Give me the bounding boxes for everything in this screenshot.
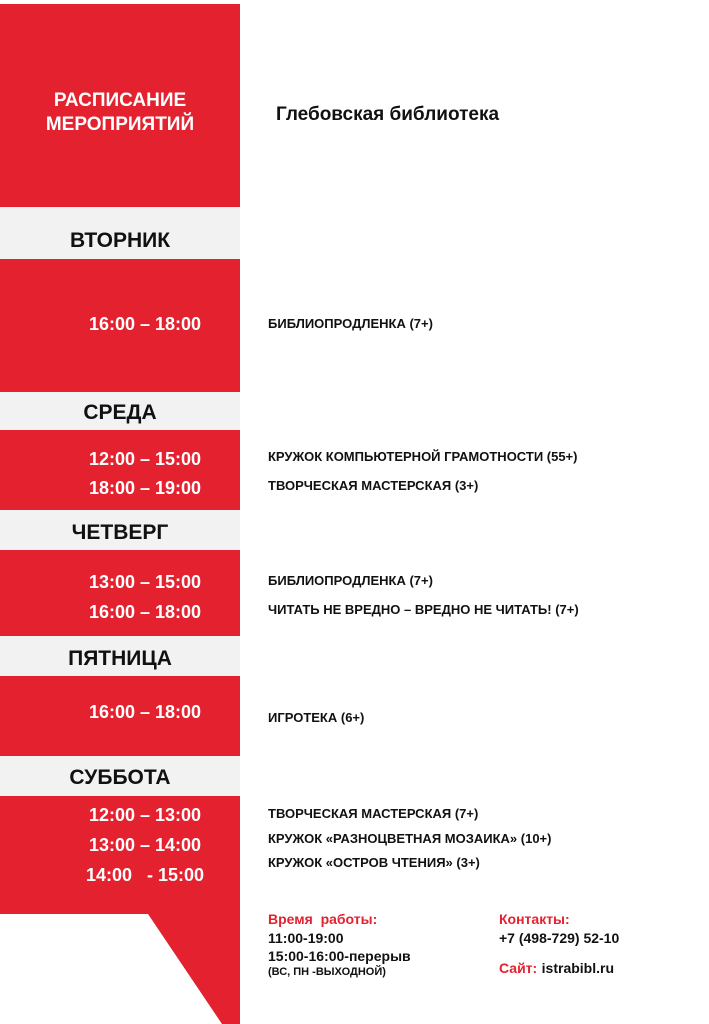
decorative-tail [0, 914, 240, 1024]
time-slot: 12:00 – 13:00 [88, 805, 202, 825]
contacts-label: Контакты: [499, 911, 570, 927]
day-tuesday: ВТОРНИК [69, 229, 171, 252]
schedule-title-line2: МЕРОПРИЯТИЙ [45, 114, 195, 135]
day-thursday: ЧЕТВЕРГ [71, 521, 169, 544]
event-item: ТВОРЧЕСКАЯ МАСТЕРСКАЯ (3+) [268, 478, 479, 493]
schedule-title-line1: РАСПИСАНИЕ [53, 90, 187, 111]
site-link[interactable]: istrabibl.ru [541, 960, 615, 976]
day-wednesday: СРЕДА [83, 401, 157, 424]
event-item: БИБЛИОПРОДЛЕНКА (7+) [268, 573, 433, 588]
time-slot: 16:00 – 18:00 [88, 602, 202, 622]
time-block-thursday [0, 550, 240, 636]
work-hours [268, 911, 411, 978]
day-saturday: СУББОТА [69, 766, 171, 789]
time-slot: 13:00 – 14:00 [88, 835, 202, 855]
contact-phone: +7 (498-729) 52-10 [499, 930, 620, 946]
work-hours-main: 11:00-19:00 [268, 930, 344, 946]
event-item: БИБЛИОПРОДЛЕНКА (7+) [268, 316, 433, 331]
event-item: КРУЖОК КОМПЬЮТЕРНОЙ ГРАМОТНОСТИ (55+) [268, 449, 578, 464]
event-item: КРУЖОК «РАЗНОЦВЕТНАЯ МОЗАИКА» (10+) [268, 831, 552, 846]
contacts [499, 911, 619, 978]
event-item: ЧИТАТЬ НЕ ВРЕДНО – ВРЕДНО НЕ ЧИТАТЬ! (7+) [268, 602, 579, 617]
time-slot: 14:00 - 15:00 [85, 865, 205, 885]
day-friday: ПЯТНИЦА [68, 647, 172, 670]
time-slot: 18:00 – 19:00 [88, 478, 202, 498]
work-hours-label: Время работы: [268, 911, 378, 927]
contact-site [499, 960, 619, 978]
time-slot: 13:00 – 15:00 [88, 572, 202, 592]
event-item: ИГРОТЕКА (6+) [268, 710, 365, 725]
time-slot: 12:00 – 15:00 [88, 449, 202, 469]
site-label: Сайт: [499, 960, 538, 976]
time-slot: 16:00 – 18:00 [88, 314, 202, 334]
work-hours-days-off: (ВС, ПН -ВЫХОДНОЙ) [268, 966, 386, 978]
work-hours-break: 15:00-16:00-перерыв [268, 948, 411, 964]
library-name: Глебовская библиотека [276, 104, 500, 125]
event-item: КРУЖОК «ОСТРОВ ЧТЕНИЯ» (3+) [268, 855, 480, 870]
event-item: ТВОРЧЕСКАЯ МАСТЕРСКАЯ (7+) [268, 806, 479, 821]
time-slot: 16:00 – 18:00 [88, 702, 202, 722]
